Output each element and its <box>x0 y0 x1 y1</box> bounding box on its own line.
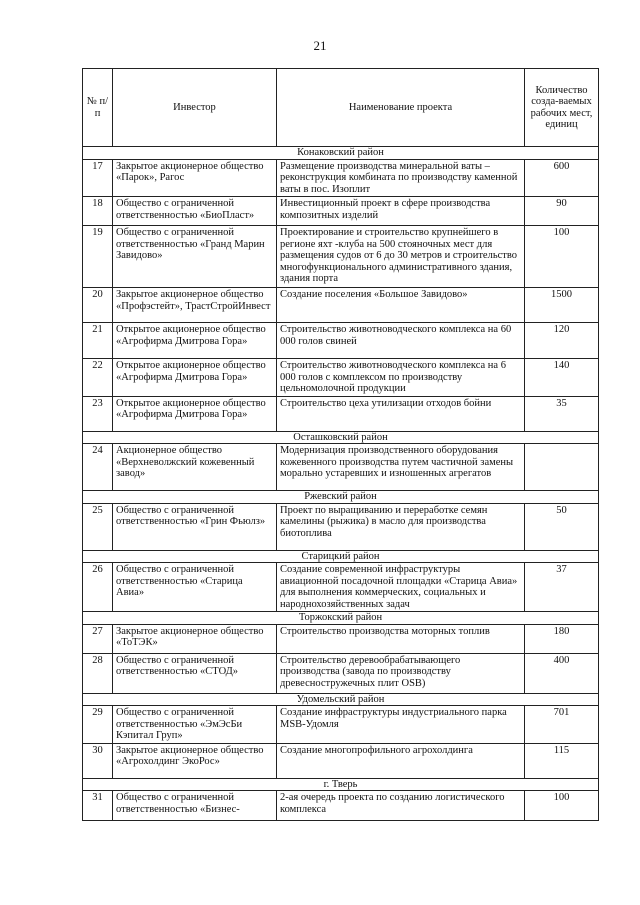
table-row <box>83 226 599 288</box>
district-name: Осташковский район <box>83 431 599 444</box>
row-project: Строительство деревообрабатывающего производства (завода по производству древесностружечных плит OSB) <box>277 653 525 693</box>
header-num: № п/п <box>83 69 113 147</box>
row-jobs: 90 <box>525 197 599 226</box>
row-investor: Открытое акционерное общество «Агрофирма Дмитрова Гора» <box>113 396 277 431</box>
row-investor: Закрытое акционерное общество «ТоТЭК» <box>113 624 277 653</box>
row-project: Создание современной инфраструктуры авиационной посадочной площадки «Старица Авиа» для выполнения коммерческих, социальных и народнохозяйственных задач <box>277 563 525 612</box>
district-row <box>83 612 599 625</box>
row-jobs: 35 <box>525 396 599 431</box>
row-project: Проект по выращиванию и переработке семян камелины (рыжика) в масло для производства биотоплива <box>277 503 525 550</box>
row-investor: Закрытое акционерное общество «Парок», Рагос <box>113 159 277 197</box>
district-name: Торжокский район <box>83 612 599 625</box>
row-project: Размещение производства минеральной ваты – реконструкция комбината по производству каменной ваты в пос. Изоплит <box>277 159 525 197</box>
row-project: Строительство животноводческого комплекса на 60 000 голов свиней <box>277 323 525 359</box>
header-investor: Инвестор <box>113 69 277 147</box>
row-project: Создание инфраструктуры индустриального парка MSB-Удомля <box>277 706 525 744</box>
page-number: 21 <box>313 38 327 53</box>
row-number: 31 <box>83 791 113 821</box>
district-row <box>83 693 599 706</box>
row-number: 22 <box>83 359 113 397</box>
row-number: 25 <box>83 503 113 550</box>
header-jobs: Количество созда-ваемых рабочих мест, единиц <box>525 69 599 147</box>
row-number: 18 <box>83 197 113 226</box>
table-row <box>83 791 599 821</box>
row-number: 17 <box>83 159 113 197</box>
row-project: 2-ая очередь проекта по созданию логистического комплекса <box>277 791 525 821</box>
row-project: Инвестиционный проект в сфере производства композитных изделий <box>277 197 525 226</box>
row-project: Строительство животноводческого комплекса на 6 000 голов с комплексом по производству цельномолочной продукции <box>277 359 525 397</box>
district-name: г. Тверь <box>83 778 599 791</box>
row-investor: Общество с ограниченной ответственностью «ЭмЭсБи Кэпитал Груп» <box>113 706 277 744</box>
table-row <box>83 653 599 693</box>
row-jobs: 120 <box>525 323 599 359</box>
district-row <box>83 491 599 504</box>
district-row <box>83 778 599 791</box>
row-investor: Закрытое акционерное общество «Профэстейт», ТрастСтройИнвест <box>113 288 277 323</box>
district-name: Ржевский район <box>83 491 599 504</box>
row-jobs: 600 <box>525 159 599 197</box>
row-jobs: 37 <box>525 563 599 612</box>
row-investor: Открытое акционерное общество «Агрофирма Дмитрова Гора» <box>113 323 277 359</box>
row-jobs: 50 <box>525 503 599 550</box>
table-body <box>83 147 599 821</box>
row-number: 20 <box>83 288 113 323</box>
district-name: Старицкий район <box>83 550 599 563</box>
row-project: Строительство цеха утилизации отходов бойни <box>277 396 525 431</box>
row-project: Проектирование и строительство крупнейшего в регионе яхт -клуба на 500 стояночных мест для размещения судов от 6 до 30 метров и строительство многофункционального административного здания, здания порта <box>277 226 525 288</box>
row-investor: Открытое акционерное общество «Агрофирма Дмитрова Гора» <box>113 359 277 397</box>
row-investor: Общество с ограниченной ответственностью «Гранд Марин Завидово» <box>113 226 277 288</box>
row-investor: Общество с ограниченной ответственностью «Бизнес- <box>113 791 277 821</box>
table-row <box>83 563 599 612</box>
row-jobs <box>525 444 599 491</box>
row-number: 29 <box>83 706 113 744</box>
row-jobs: 140 <box>525 359 599 397</box>
district-row <box>83 550 599 563</box>
row-jobs: 115 <box>525 743 599 778</box>
row-investor: Закрытое акционерное общество «Агрохолдинг ЭкоРос» <box>113 743 277 778</box>
row-jobs: 1500 <box>525 288 599 323</box>
row-jobs: 100 <box>525 226 599 288</box>
table-row <box>83 743 599 778</box>
table-row <box>83 159 599 197</box>
table-row <box>83 503 599 550</box>
header-project: Наименование проекта <box>277 69 525 147</box>
row-investor: Общество с ограниченной ответственностью «СТОД» <box>113 653 277 693</box>
row-number: 30 <box>83 743 113 778</box>
row-jobs: 400 <box>525 653 599 693</box>
table-row <box>83 396 599 431</box>
row-number: 26 <box>83 563 113 612</box>
table-row <box>83 444 599 491</box>
district-name: Конаковский район <box>83 147 599 160</box>
row-project: Строительство производства моторных топлив <box>277 624 525 653</box>
row-number: 24 <box>83 444 113 491</box>
row-jobs: 100 <box>525 791 599 821</box>
row-jobs: 701 <box>525 706 599 744</box>
row-project: Создание поселения «Большое Завидово» <box>277 288 525 323</box>
table-row <box>83 706 599 744</box>
district-row <box>83 431 599 444</box>
row-jobs: 180 <box>525 624 599 653</box>
row-number: 19 <box>83 226 113 288</box>
district-name: Удомельский район <box>83 693 599 706</box>
row-number: 21 <box>83 323 113 359</box>
table-row <box>83 359 599 397</box>
table-row <box>83 288 599 323</box>
row-number: 23 <box>83 396 113 431</box>
table-row <box>83 624 599 653</box>
district-row <box>83 147 599 160</box>
investment-table <box>82 68 599 821</box>
row-number: 27 <box>83 624 113 653</box>
row-investor: Общество с ограниченной ответственностью «Грин Фьюлз» <box>113 503 277 550</box>
table-row <box>83 323 599 359</box>
row-investor: Общество с ограниченной ответственностью «Старица Авиа» <box>113 563 277 612</box>
table-row <box>83 197 599 226</box>
row-investor: Акционерное общество «Верхневолжский кожевенный завод» <box>113 444 277 491</box>
row-investor: Общество с ограниченной ответственностью «БиоПласт» <box>113 197 277 226</box>
row-number: 28 <box>83 653 113 693</box>
row-project: Модернизация производственного оборудования кожевенного производства путем частичной замены морально устаревших и изношенных агрегатов <box>277 444 525 491</box>
table-header <box>83 69 599 147</box>
row-project: Создание многопрофильного агрохолдинга <box>277 743 525 778</box>
